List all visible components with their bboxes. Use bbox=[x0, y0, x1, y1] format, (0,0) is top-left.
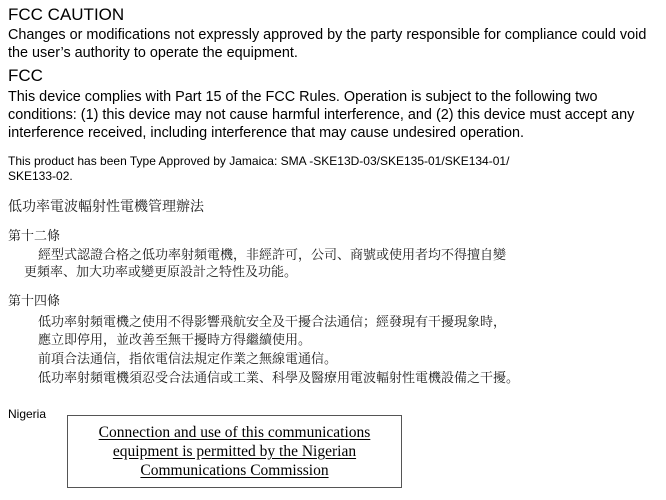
nigeria-notice-line-1 bbox=[68, 424, 401, 442]
nigeria-notice-text-1: Connection and use of this communications bbox=[98, 424, 371, 441]
fcc-caution-body: Changes or modifications not expressly approved by the party responsible for compliance could void the user’s authority to operate the equipment. bbox=[8, 27, 647, 61]
article-14-line-1: 低功率射頻電機之使用不得影響飛航安全及干擾合法通信；經發現有干擾現象時， bbox=[38, 315, 507, 330]
nigeria-notice-text-3: Communications Commission bbox=[140, 462, 329, 479]
article-12-line-1: 經型式認證合格之低功率射頻電機，非經許可，公司、商號或使用者均不得擅自變 bbox=[38, 248, 507, 263]
article-12-line-2: 更頻率、加大功率或變更原設計之特性及功能。 bbox=[24, 265, 298, 280]
article-12-heading: 第十二條 bbox=[8, 229, 61, 244]
jamaica-line-1: This product has been Type Approved by Jamaica: SMA -SKE13D-03/SKE135-01/SKE134-01/ bbox=[8, 154, 510, 168]
article-14-line-3: 前項合法通信，指依電信法規定作業之無線電通信。 bbox=[38, 352, 338, 367]
fcc-caution-title: FCC CAUTION bbox=[8, 5, 125, 24]
taiwan-regulation-title: 低功率電波輻射性電機管理辦法 bbox=[8, 199, 204, 215]
nigeria-notice-text-2: equipment is permitted by the Nigerian bbox=[112, 443, 357, 460]
nigeria-notice-box bbox=[67, 415, 402, 488]
article-14-line-2: 應立即停用，並改善至無干擾時方得繼續使用。 bbox=[38, 333, 312, 348]
article-14-heading: 第十四條 bbox=[8, 294, 61, 309]
article-14-line-4: 低功率射頻電機須忍受合法通信或工業、科學及醫療用電波輻射性電機設備之干擾。 bbox=[38, 371, 520, 386]
nigeria-label: Nigeria bbox=[8, 407, 47, 421]
nigeria-notice-line-3 bbox=[68, 462, 401, 480]
nigeria-notice-line-2 bbox=[68, 443, 401, 461]
jamaica-line-2: SKE133-02. bbox=[8, 169, 73, 183]
fcc-body: This device complies with Part 15 of the FCC Rules. Operation is subject to the following two conditions: (1) this device may not cause harmful interference, and (2) this device must accept any interference received, including interference that may cause undesired operation. bbox=[8, 89, 635, 141]
fcc-title: FCC bbox=[8, 66, 43, 85]
